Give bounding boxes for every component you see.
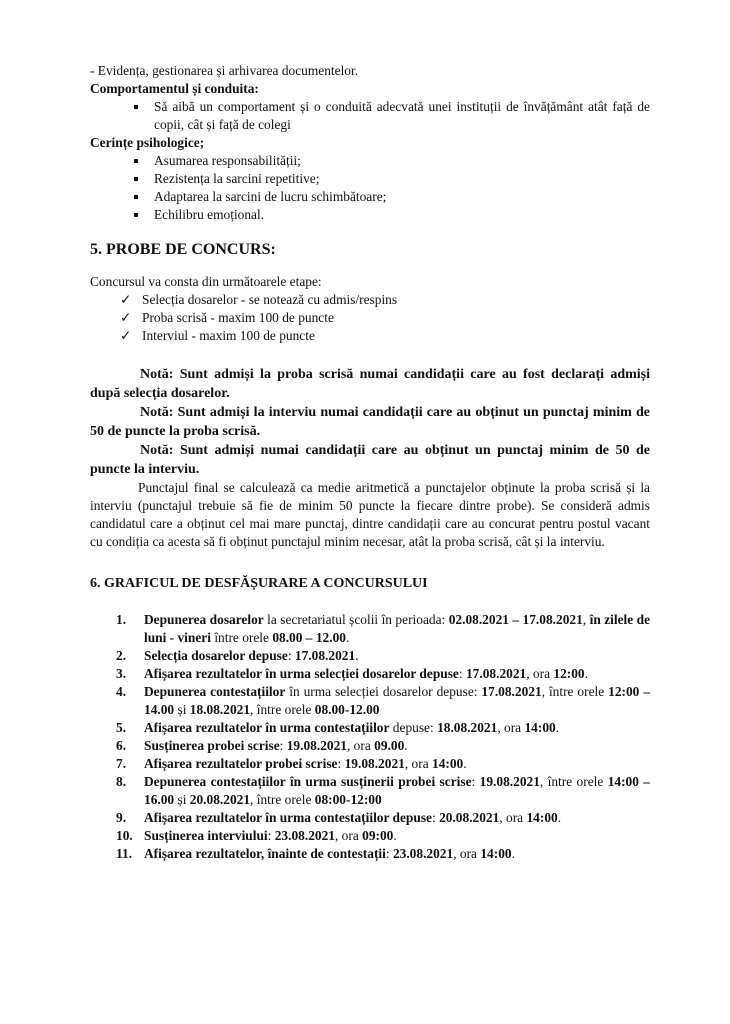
cerinte-heading: Cerințe psihologice; xyxy=(90,135,205,150)
checkmark-icon: ✓ xyxy=(120,328,132,343)
schedule-text: , între orele xyxy=(250,702,315,717)
schedule-text: 08.00 – 12.00 xyxy=(272,630,346,645)
schedule-text: , între orele xyxy=(250,792,315,807)
schedule-text: . xyxy=(345,630,350,645)
schedule-text: depuse: xyxy=(389,720,438,735)
stage-label: Interviul - maxim 100 de puncte xyxy=(142,328,315,343)
item-number: 5. xyxy=(116,720,127,735)
schedule-item xyxy=(116,719,650,737)
schedule-text: Depunerea contestațiilor xyxy=(144,684,286,699)
item-number: 7. xyxy=(116,756,127,771)
list-item: Echilibru emoțional. xyxy=(130,206,650,224)
schedule-text: 02.08.2021 – 17.08.2021 xyxy=(448,612,583,627)
schedule-text: 17.08.2021 xyxy=(481,684,542,699)
schedule-text: 08:00-12:00 xyxy=(314,792,382,807)
schedule-item xyxy=(116,647,650,665)
schedule-text: și xyxy=(174,792,190,807)
schedule-text: 14:00 xyxy=(480,846,512,861)
list-item xyxy=(116,309,650,327)
item-number: 1. xyxy=(116,612,127,627)
item-number: 8. xyxy=(116,774,127,789)
item-number: 3. xyxy=(116,666,127,681)
schedule-item xyxy=(116,809,650,827)
schedule-list xyxy=(90,611,650,863)
section-6-title: 6. GRAFICUL DE DESFĂȘURARE A CONCURSULUI xyxy=(90,576,428,591)
schedule-text: 18.08.2021 xyxy=(437,720,498,735)
schedule-text: 14:00 xyxy=(526,810,558,825)
schedule-text: , ora xyxy=(499,810,527,825)
schedule-text: : xyxy=(279,738,287,753)
schedule-text: 20.08.2021 xyxy=(439,810,500,825)
schedule-text: Depunerea contestațiilor în urma susținerii probei scrise xyxy=(144,774,472,789)
schedule-text: , ora xyxy=(497,720,525,735)
schedule-text: la secretariatul școlii în perioada: xyxy=(263,612,449,627)
schedule-text: Depunerea dosarelor xyxy=(144,612,264,627)
schedule-text: 12:00 – 14.00 xyxy=(144,684,651,717)
schedule-item xyxy=(116,611,650,647)
schedule-text: Afișarea rezultatelor în urma contestațiilor depuse xyxy=(144,810,432,825)
stage-label: Proba scrisă - maxim 100 de puncte xyxy=(142,310,334,325)
schedule-text: : xyxy=(337,756,345,771)
schedule-item xyxy=(116,755,650,773)
section-5-intro: Concursul va consta din următoarele etape: xyxy=(90,274,322,289)
item-number: 6. xyxy=(116,738,127,753)
schedule-item xyxy=(116,683,650,719)
schedule-text: 09:00 xyxy=(362,828,394,843)
final-score-paragraph: Punctajul final se calculează ca medie aritmetică a punctajelor obținute la proba scrisă și la interviu (punctajul trebuie să fie de minim 50 puncte la fiecare dintre probe). Se consideră admis candidatul care a obținut cel mai mare punctaj, dintre candidații care au concurat pentru postul vacant cu condiția ca acesta să fi obținut punctajul minim necesar, atât la proba scrisă, cât și la interviu. xyxy=(90,480,650,549)
item-number: 2. xyxy=(116,648,127,663)
item-number: 11. xyxy=(116,846,132,861)
schedule-text: , ora xyxy=(404,756,432,771)
document-content xyxy=(90,62,650,863)
schedule-item xyxy=(116,773,650,809)
schedule-text: 23.08.2021 xyxy=(274,828,335,843)
list-item xyxy=(116,327,650,345)
item-number: 9. xyxy=(116,810,127,825)
schedule-text: Susținerea probei scrise xyxy=(144,738,280,753)
schedule-text: : xyxy=(471,774,480,789)
list-item: Adaptarea la sarcini de lucru schimbătoare; xyxy=(130,188,650,206)
section-5-title: 5. PROBE DE CONCURS: xyxy=(90,241,276,258)
schedule-item xyxy=(116,845,650,863)
item-number: 10. xyxy=(116,828,133,843)
schedule-text: 09.00 xyxy=(374,738,405,753)
schedule-text: . xyxy=(555,720,560,735)
comportament-list xyxy=(90,98,650,134)
schedule-item xyxy=(116,737,650,755)
note-1: Notă: Sunt admiși la proba scrisă numai candidații care au fost declarați admiși după selecția dosarelor. xyxy=(90,367,650,401)
schedule-text: 18.08.2021 xyxy=(189,702,251,717)
schedule-text: 08.00-12.00 xyxy=(314,702,380,717)
note-2: Notă: Sunt admiși la interviu numai candidații care au obținut un punctaj minim de 50 de puncte la proba scrisă. xyxy=(90,405,650,439)
schedule-text: : xyxy=(431,810,440,825)
schedule-item xyxy=(116,665,650,683)
cerinte-list xyxy=(90,152,650,224)
schedule-text: 20.08.2021 xyxy=(189,792,251,807)
schedule-text: , între orele xyxy=(539,774,608,789)
comportament-heading: Comportamentul și conduita: xyxy=(90,81,259,96)
schedule-text: Selecția dosarelor depuse xyxy=(144,648,288,663)
schedule-text: Susținerea interviului xyxy=(144,828,268,843)
list-item: Rezistența la sarcini repetitive; xyxy=(130,170,650,188)
schedule-text: , ora xyxy=(526,666,554,681)
stage-label: Selecția dosarelor - se notează cu admis/respins xyxy=(142,292,398,307)
schedule-text: 14:00 – 16.00 xyxy=(144,774,650,807)
schedule-text: între orele xyxy=(210,630,273,645)
stages-list xyxy=(90,291,650,345)
schedule-text: în urma selecției dosarelor depuse: xyxy=(285,684,482,699)
schedule-text: , ora xyxy=(346,738,375,753)
schedule-text: . xyxy=(393,828,397,843)
schedule-text: Afișarea rezultatelor probei scrise xyxy=(144,756,338,771)
schedule-text: 23.08.2021 xyxy=(392,846,454,861)
schedule-text: 19.08.2021 xyxy=(479,774,540,789)
schedule-text: Afișarea rezultatelor, înainte de contestații xyxy=(144,846,386,861)
schedule-text: 14:00 xyxy=(432,756,464,771)
schedule-text: 12:00 xyxy=(553,666,585,681)
schedule-text: . xyxy=(355,648,359,663)
schedule-text: . xyxy=(511,846,515,861)
list-item xyxy=(116,291,650,309)
schedule-text: Afișarea rezultatelor în urma contestațiilor xyxy=(144,720,390,735)
list-item: Asumarea responsabilității; xyxy=(130,152,650,170)
schedule-text: : xyxy=(267,828,275,843)
schedule-text: : xyxy=(287,648,295,663)
schedule-text: . xyxy=(463,756,467,771)
schedule-text: , xyxy=(582,612,590,627)
schedule-text: 17.08.2021 xyxy=(294,648,356,663)
schedule-text: 14:00 xyxy=(524,720,556,735)
schedule-text: . xyxy=(557,810,562,825)
intro-line: - Evidența, gestionarea și arhivarea documentelor. xyxy=(90,63,359,78)
list-item: Să aibă un comportament și o conduită adecvată unei instituții de învățământ atât față de copii, cât și față de colegi xyxy=(130,98,650,134)
checkmark-icon: ✓ xyxy=(120,310,132,325)
schedule-text: în zilele de luni - vineri xyxy=(144,612,651,645)
schedule-text: 19.08.2021 xyxy=(344,756,405,771)
schedule-text: : xyxy=(385,846,393,861)
schedule-text: : xyxy=(458,666,466,681)
schedule-text: , între orele xyxy=(541,684,609,699)
schedule-text: . xyxy=(404,738,408,753)
schedule-text: , ora xyxy=(453,846,481,861)
schedule-text: . xyxy=(584,666,588,681)
item-number: 4. xyxy=(116,684,127,699)
schedule-text: 19.08.2021 xyxy=(286,738,347,753)
schedule-text: , ora xyxy=(334,828,363,843)
schedule-text: Afișarea rezultatelor în urma selecției dosarelor depuse xyxy=(144,666,459,681)
schedule-text: și xyxy=(174,702,190,717)
schedule-text: 17.08.2021 xyxy=(465,666,527,681)
note-3: Notă: Sunt admiși numai candidații care au obținut un punctaj minim de 50 de puncte la interviu. xyxy=(90,443,650,477)
schedule-item xyxy=(116,827,650,845)
checkmark-icon: ✓ xyxy=(120,292,132,307)
